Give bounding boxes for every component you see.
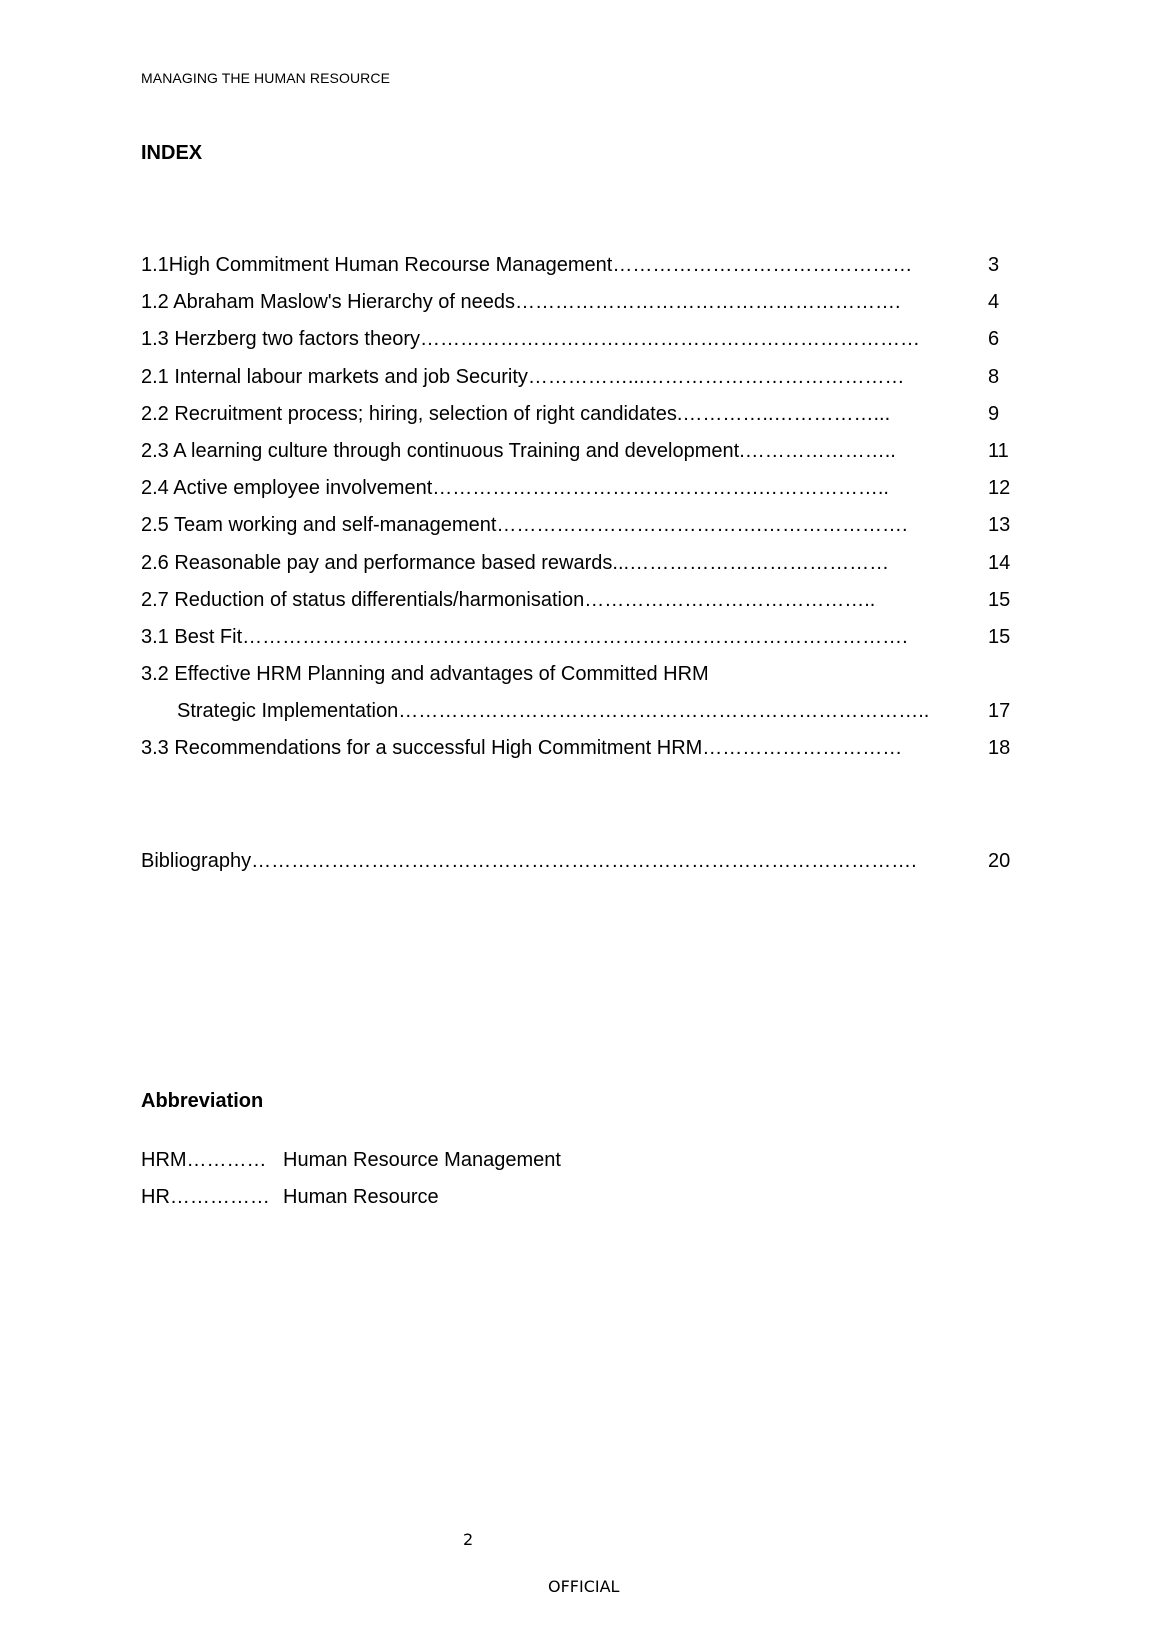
abbreviation-term: HRM………… xyxy=(141,1149,267,1171)
toc-entry xyxy=(141,513,1021,550)
running-header: MANAGING THE HUMAN RESOURCE xyxy=(141,70,391,86)
toc-bibliography-entry xyxy=(141,849,1021,879)
toc-entry xyxy=(141,290,1021,327)
toc-entry xyxy=(141,736,1021,773)
toc-entry-page: 3 xyxy=(988,254,1000,276)
toc-entry-text: 1.3 Herzberg two factors theory………………………………………………………………… xyxy=(141,328,921,351)
toc-entry-text: 1.1High Commitment Human Recourse Management……………………………………… xyxy=(141,254,913,276)
abbreviation-term: HR…………… xyxy=(141,1186,270,1208)
toc-entry-continuation xyxy=(141,699,1021,736)
toc-entry-text: 3.1 Best Fit………………………………………………………………………………………. xyxy=(141,625,908,648)
toc-entry-text: 2.1 Internal labour markets and job Security……………...………………………………… xyxy=(141,365,905,388)
toc-entry-page: 8 xyxy=(988,365,1000,388)
toc-entry-text: 2.7 Reduction of status differentials/harmonisation…………………………………….. xyxy=(141,588,876,611)
toc-entry-page: 6 xyxy=(988,328,1000,351)
abbreviation-item xyxy=(141,1185,741,1222)
toc-entry xyxy=(141,588,1021,625)
abbreviation-heading: Abbreviation xyxy=(141,1090,264,1112)
toc-entry-page: 17 xyxy=(988,700,1011,723)
abbreviation-list xyxy=(141,1148,741,1222)
toc-entry-text: 1.2 Abraham Maslow's Hierarchy of needs…………………………………………………. xyxy=(141,291,901,314)
toc-entry xyxy=(141,662,1021,699)
toc-entry xyxy=(141,551,1021,588)
page-number: 2 xyxy=(463,1530,474,1549)
toc-entry xyxy=(141,253,1021,290)
toc-entry xyxy=(141,625,1021,662)
toc-entry-page: 13 xyxy=(988,514,1011,537)
table-of-contents xyxy=(141,253,1021,774)
bibliography-page: 20 xyxy=(988,850,1011,872)
abbreviation-definition: Human Resource xyxy=(283,1186,439,1208)
toc-entry xyxy=(141,365,1021,402)
toc-entry-page: 9 xyxy=(988,402,1000,425)
toc-entry-text: 2.5 Team working and self-management………………………………….…………………. xyxy=(141,514,908,537)
toc-entry-text: 2.3 A learning culture through continuous Training and development.………………….. xyxy=(141,439,896,462)
toc-entry-page: 15 xyxy=(988,625,1011,648)
toc-entry xyxy=(141,327,1021,364)
classification-footer: OFFICIAL xyxy=(548,1577,620,1596)
toc-entry-text: 2.2 Recruitment process; hiring, selection of right candidates.…………..……………... xyxy=(141,402,891,425)
toc-entry xyxy=(141,476,1021,513)
toc-entry-text: Strategic Implementation…………………………………………………………………….. xyxy=(177,700,930,723)
index-heading: INDEX xyxy=(141,142,203,164)
abbreviation-definition: Human Resource Management xyxy=(283,1149,561,1171)
toc-entry-text: 2.6 Reasonable pay and performance based rewards...………………………………… xyxy=(141,551,890,574)
toc-entry-text: 2.4 Active employee involvement………………………………………….……………….. xyxy=(141,477,889,500)
toc-entry-page: 4 xyxy=(988,291,1000,314)
toc-entry xyxy=(141,439,1021,476)
toc-entry-page: 12 xyxy=(988,477,1011,500)
toc-entry-page: 14 xyxy=(988,551,1011,574)
toc-entry-text: 3.3 Recommendations for a successful High Commitment HRM………………………… xyxy=(141,737,903,760)
abbreviation-item xyxy=(141,1148,741,1185)
toc-entry xyxy=(141,402,1021,439)
bibliography-text: Bibliography………………………………………………………………………………………. xyxy=(141,850,917,872)
toc-entry-page: 18 xyxy=(988,737,1011,760)
toc-entry-page: 15 xyxy=(988,588,1011,611)
toc-entry-text: 3.2 Effective HRM Planning and advantages of Committed HRM xyxy=(141,663,709,686)
toc-entry-page: 11 xyxy=(988,439,1009,462)
